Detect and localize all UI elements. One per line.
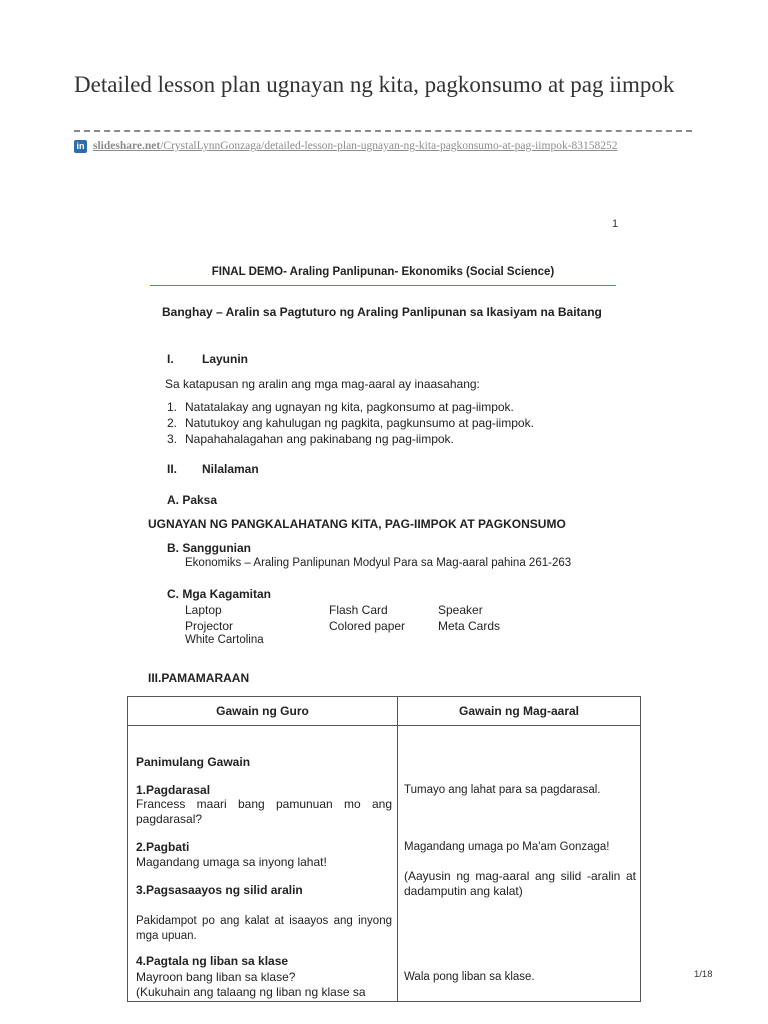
source-link[interactable] <box>74 138 618 154</box>
objective-1: Natatalakay ang ugnayan ng kita, pagkonsumo at pag-iimpok. <box>185 400 514 414</box>
objective-3: Napahahalagahan ang pakinabang ng pag-iimpok. <box>185 432 454 446</box>
pagdarasal-heading: 1.Pagdarasal <box>136 783 211 797</box>
student-response: Tumayo ang lahat para sa pagdarasal. <box>404 784 601 796</box>
pagsasaayos-heading: 3.Pagsasaayos ng silid aralin <box>136 883 303 897</box>
section-1-number: I. <box>167 352 174 366</box>
lesson-topic: UGNAYAN NG PANGKALAHATANG KITA, PAG-IIMPOK AT PAGKONSUMO <box>148 517 566 531</box>
objective-2-number: 2. <box>167 416 178 430</box>
reference-text: Ekonomiks – Araling Panlipunan Modyul Para sa Mag-aaral pahina 261-263 <box>185 557 572 569</box>
source-path[interactable]: /CrystalLynnGonzaga/detailed-lesson-plan-ugnayan-ng-kita-pagkonsumo-at-pag-iimpok-83158252 <box>160 140 618 152</box>
section-2-title: Nilalaman <box>202 462 259 476</box>
material-item: White Cartolina <box>185 634 264 646</box>
table-header-row <box>128 697 641 726</box>
material-item: Laptop <box>185 603 222 617</box>
material-item: Speaker <box>438 603 483 617</box>
teacher-column <box>128 726 398 1002</box>
student-response: (Aayusin ng mag-aaral ang silid -aralin at dadamputin ang kalat) <box>404 869 636 898</box>
page-title: Detailed lesson plan ugnayan ng kita, pagkonsumo at pag iimpok <box>74 72 675 97</box>
page-indicator: 1/18 <box>694 969 713 980</box>
demo-title: FINAL DEMO- Araling Panlipunan- Ekonomiks (Social Science) <box>211 266 555 278</box>
section-1-title: Layunin <box>202 352 249 366</box>
panimulang-gawain-heading: Panimulang Gawain <box>136 755 251 769</box>
objectives-intro: Sa katapusan ng aralin ang mga mag-aaral ay inaasahang: <box>165 377 480 391</box>
pagsasaayos-text: Pakidampot po ang kalat at isaayos ang inyong mga upuan. <box>136 915 392 942</box>
linkedin-icon: in <box>74 140 87 153</box>
source-domain[interactable]: slideshare.net <box>93 140 161 152</box>
document-page-number: 1 <box>612 218 619 230</box>
table-row <box>128 726 641 1002</box>
objective-1-number: 1. <box>167 400 178 414</box>
material-item: Meta Cards <box>438 619 501 633</box>
dashed-divider <box>74 130 692 132</box>
column-header-teacher: Gawain ng Guro <box>128 697 398 726</box>
pagtala-question: Mayroon bang liban sa klase? <box>136 970 296 984</box>
lesson-plan-heading: Banghay – Aralin sa Pagtuturo ng Araling Panlipunan sa Ikasiyam na Baitang <box>162 305 602 319</box>
student-response: Wala pong liban sa klase. <box>404 971 535 983</box>
section-3-title: III.PAMAMARAAN <box>148 671 250 685</box>
material-item: Projector <box>185 619 234 633</box>
title-underline <box>150 285 616 286</box>
paksa-label: A. Paksa <box>167 493 218 507</box>
procedure-table <box>127 696 641 1002</box>
objective-2: Natutukoy ang kahulugan ng pagkita, pagkunsumo at pag-iimpok. <box>185 416 534 430</box>
material-item: Flash Card <box>329 603 388 617</box>
pagtala-note: (Kukuhain ang talaang ng liban ng klase sa <box>136 985 366 999</box>
pagbati-heading: 2.Pagbati <box>136 840 190 854</box>
pagdarasal-text: Francess maari bang pamunuan mo ang pagdarasal? <box>136 797 392 826</box>
pagbati-text: Magandang umaga sa inyong lahat! <box>136 855 327 869</box>
student-response: Magandang umaga po Ma'am Gonzaga! <box>404 841 610 853</box>
pagtala-heading: 4.Pagtala ng liban sa klase <box>136 954 289 968</box>
student-column <box>398 726 641 1002</box>
column-header-student: Gawain ng Mag-aaral <box>398 697 641 726</box>
objective-3-number: 3. <box>167 432 178 446</box>
section-2-number: II. <box>167 462 178 476</box>
kagamitan-label: C. Mga Kagamitan <box>167 587 272 601</box>
material-item: Colored paper <box>329 619 406 633</box>
sanggunian-label: B. Sanggunian <box>167 541 251 555</box>
